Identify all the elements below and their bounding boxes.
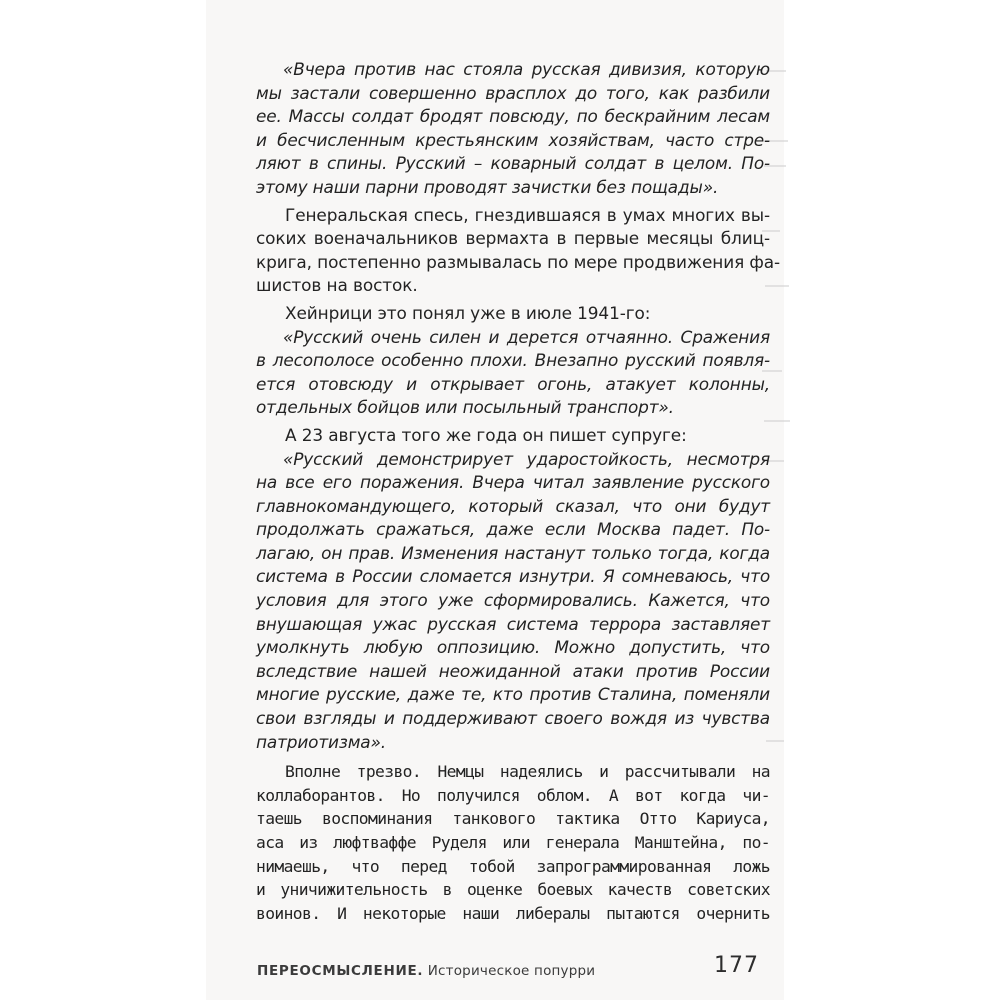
text-line: этому наши парни проводят зачистки без пощады». — [256, 176, 719, 197]
text-line: А 23 августа того же года он пишет супруге: — [285, 424, 687, 445]
body-paragraph-2 — [256, 302, 770, 326]
text-line: свои взгляды и поддерживают своего вождя из чувства — [256, 708, 770, 729]
text-line: «Вчера против нас стояла русская дивизия, которую — [283, 59, 770, 79]
text-line: Хейнрици это понял уже в июле 1941-го: — [285, 302, 651, 323]
book-title: ПЕРЕОСМЫСЛЕНИЕ. — [257, 963, 424, 979]
text-line: Генеральская спесь, гнездившаяся в умах многих вы- — [285, 204, 770, 225]
body-paragraph-4 — [256, 760, 770, 925]
quote-paragraph-1 — [256, 58, 770, 200]
text-line: воинов. И некоторые наши либералы пытаются очернить — [256, 903, 770, 923]
text-line: умолкнуть любую оппозицию. Можно допустить, что — [256, 637, 770, 658]
text-line: шистов на восток. — [256, 275, 418, 296]
text-line: патриотизма». — [256, 731, 386, 752]
text-line: соких военачальников вермахта в первые месяцы блиц- — [256, 228, 770, 249]
text-line: условия для этого уже сформировались. Кажется, что — [256, 590, 770, 611]
text-line: ляют в спины. Русский – коварный солдат в целом. По- — [256, 153, 770, 174]
text-line: ее. Массы солдат бродят повсюду, по бескрайним лесам — [256, 106, 770, 127]
text-line: крига, постепенно размывалась по мере продвижения фа- — [256, 251, 780, 272]
text-line: ется отовсюду и открывает огонь, атакует колонны, — [256, 373, 770, 394]
text-line: и уничижительность в оценке боевых качеств советских — [256, 880, 770, 900]
text-line: и бесчисленным крестьянским хозяйствам, часто стре- — [256, 129, 770, 150]
quote-paragraph-2 — [256, 326, 770, 420]
running-footer — [257, 963, 595, 979]
book-subtitle: Историческое попурри — [427, 963, 596, 979]
text-line: система в России сломается изнутри. Я сомневаюсь, что — [256, 566, 770, 587]
body-paragraph-1 — [256, 204, 780, 298]
text-line: вследствие нашей неожиданной атаки против России — [256, 660, 770, 681]
text-line: нимаешь, что перед тобой запрограммированная ложь — [256, 856, 770, 876]
text-line: лагаю, он прав. Изменения настанут только тогда, когда — [256, 542, 770, 563]
text-line: внушающая ужас русская система террора заставляет — [256, 613, 770, 634]
text-line: в лесополосе особенно плохи. Внезапно русский появля- — [256, 350, 770, 371]
text-line: многие русские, даже те, кто против Сталина, поменяли — [256, 684, 770, 705]
text-line: аса из люфтваффе Руделя или генерала Манштейна, по- — [256, 833, 770, 852]
text-line: «Русский очень силен и дерется отчаянно. Сражения — [283, 326, 770, 347]
text-line: продолжать сражаться, даже если Москва падет. По- — [256, 519, 770, 540]
text-line: отдельных бойцов или посыльный транспорт». — [256, 397, 674, 418]
text-line: «Русский демонстрирует ударостойкость, несмотря — [283, 448, 770, 469]
text-line: мы застали совершенно врасплох до того, как разбили — [256, 82, 770, 103]
text-line: таешь воспоминания танкового тактика Отто Кариуса, — [256, 809, 770, 829]
body-paragraph-3 — [256, 424, 770, 448]
text-line: на все его поражения. Вчера читал заявление русского — [256, 472, 770, 493]
text-line: Вполне трезво. Немцы надеялись и рассчитывали на — [285, 762, 770, 782]
text-line: коллаборантов. Но получился облом. А вот когда чи- — [256, 785, 770, 805]
page-text — [256, 58, 780, 925]
quote-paragraph-3 — [256, 448, 770, 755]
text-line: главнокомандующего, который сказал, что они будут — [256, 495, 770, 516]
page-number: 177 — [714, 953, 759, 978]
